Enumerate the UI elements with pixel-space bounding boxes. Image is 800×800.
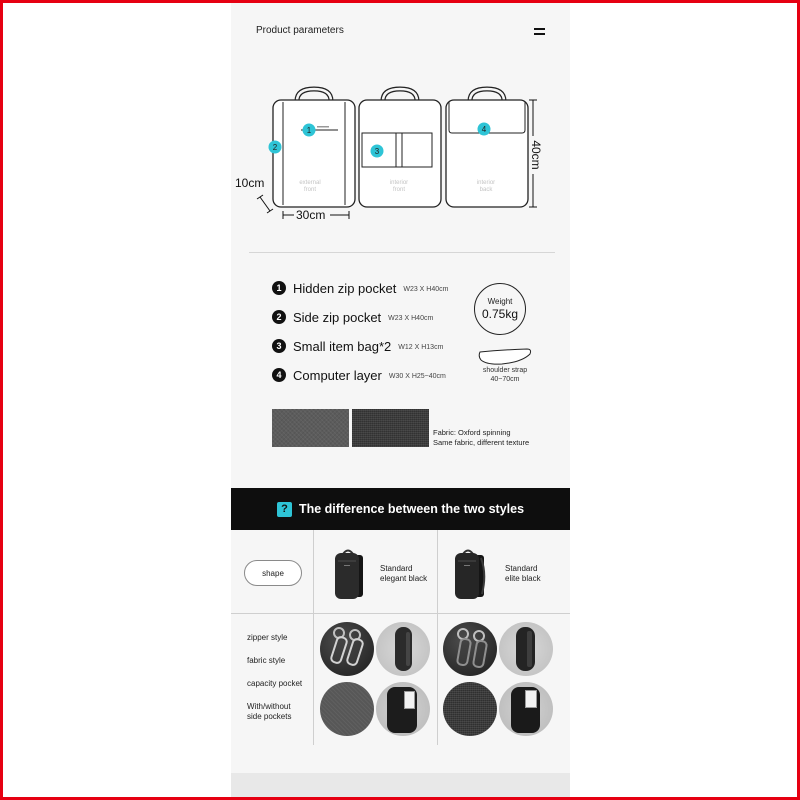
marker-3-number: 3: [374, 147, 380, 156]
view-label-line: interior: [389, 180, 409, 186]
depth-tick-top: [257, 195, 263, 199]
style-label-elegant-black: [380, 564, 427, 583]
view-label-line: external: [299, 180, 321, 186]
product-logo: [344, 565, 350, 566]
shoulder-strap-icon: [477, 346, 533, 368]
page-title: Product parameters: [256, 25, 344, 36]
view-label-line: front: [303, 187, 316, 193]
parameter-item-small-item-bag: [272, 338, 443, 354]
fabric-type: Fabric: Oxford spinning: [433, 428, 511, 437]
backpack-dimension-diagram: [231, 80, 570, 230]
item-name: Side zip pocket: [293, 309, 382, 325]
product-body: [455, 553, 479, 599]
pocket-closeup-elegant: [376, 682, 430, 736]
depth-line: [260, 197, 270, 211]
item-number-badge: 2: [272, 310, 286, 324]
feature-capacity-pocket: capacity pocket: [247, 679, 303, 688]
strap-outline: [479, 349, 530, 364]
item-size: W12 X H13cm: [398, 344, 444, 351]
fabric-closeup-elegant: [320, 682, 374, 736]
item-size: W23 X H40cm: [388, 315, 434, 322]
section-divider: [249, 252, 555, 253]
view-label-interior-front: [374, 180, 424, 194]
backpack-elite-black-image: [450, 546, 488, 600]
item-size: W23 X H40cm: [403, 286, 449, 293]
item-name: Computer layer: [293, 367, 382, 383]
marker-2-number: 2: [272, 143, 278, 152]
feature-zipper-style: zipper style: [247, 633, 288, 642]
item-name: Hidden zip pocket: [293, 280, 397, 296]
side-profile-elite: [499, 622, 553, 676]
table-column-divider: [313, 530, 314, 745]
backpack-elegant-black-image: [330, 546, 368, 600]
weight-badge: [474, 283, 526, 335]
zipper-pull: [456, 637, 473, 667]
product-logo: [464, 565, 470, 566]
table-column-divider: [437, 530, 438, 745]
feature-line: side pockets: [247, 711, 292, 721]
height-label: 40cm: [529, 140, 543, 170]
item-size: W30 X H25~40cm: [388, 373, 446, 380]
strap-label: shoulder strap: [482, 367, 528, 374]
fabric-note: Same fabric, different texture: [433, 438, 530, 447]
shape-label-pill: shape: [244, 560, 302, 586]
table-row-divider: [231, 613, 570, 614]
side-profile-elegant: [376, 622, 430, 676]
fabric-closeup-elite: [443, 682, 497, 736]
comparison-title: The difference between the two styles: [298, 502, 525, 516]
weight-label: Weight: [487, 297, 513, 306]
view-label-external-front: [285, 180, 335, 194]
item-number-badge: 4: [272, 368, 286, 382]
pocket-closeup-elite: [499, 682, 553, 736]
weight-value: 0.75kg: [481, 307, 519, 321]
depth-dimension-line: [257, 195, 273, 213]
product-body: [335, 553, 359, 599]
marker-2: [269, 141, 282, 154]
feature-side-pockets: [247, 702, 291, 721]
marker-4: [478, 123, 491, 136]
strap-range: 40~70cm: [490, 376, 520, 383]
zipper-closeup-elegant: [320, 622, 374, 676]
view-label-line: back: [479, 187, 493, 193]
style-label-line: elite black: [505, 573, 541, 583]
next-section-strip: [231, 773, 570, 800]
parameter-item-side-zip-pocket: [272, 309, 433, 325]
pocket-laptop-sleeve: [404, 691, 415, 709]
feature-fabric-style: fabric style: [247, 656, 286, 665]
marker-3: [371, 145, 384, 158]
question-icon: ?: [277, 502, 292, 517]
side-profile-pocket: [527, 631, 532, 667]
zipper-closeup-elite: [443, 622, 497, 676]
zipper-pull: [472, 639, 489, 669]
view-label-line: front: [392, 187, 405, 193]
fabric-swatch-dark: [352, 409, 429, 447]
side-profile-strap: [406, 632, 410, 666]
style-label-line: Standard: [380, 564, 413, 573]
comparison-banner: [231, 488, 570, 530]
menu-bar-bottom: [534, 33, 545, 35]
item-number-badge: 3: [272, 339, 286, 353]
style-label-line: Standard: [505, 564, 538, 573]
fabric-description: [433, 428, 529, 448]
view-label-line: interior: [476, 180, 496, 186]
marker-4-number: 4: [481, 125, 487, 134]
depth-tick-bottom: [267, 209, 273, 213]
pocket-laptop-sleeve: [525, 690, 537, 708]
style-label-line: elegant black: [380, 573, 428, 583]
parameter-item-computer-layer: [272, 367, 446, 383]
logo-mark: [317, 126, 329, 128]
menu-bar-top: [534, 28, 545, 30]
item-number-badge: 1: [272, 281, 286, 295]
depth-label: 10cm: [235, 176, 265, 190]
side-profile-body: [516, 627, 535, 671]
style-label-elite-black: [505, 564, 541, 583]
parameter-item-hidden-zip-pocket: [272, 280, 448, 296]
view-label-interior-back: [461, 180, 511, 194]
item-name: Small item bag*2: [293, 338, 392, 354]
menu-icon[interactable]: [534, 28, 545, 36]
feature-line: With/without: [247, 702, 291, 711]
marker-1-number: 1: [306, 126, 312, 135]
width-label: 30cm: [296, 208, 326, 222]
marker-1: [303, 124, 316, 137]
fabric-swatch-gray: [272, 409, 349, 447]
